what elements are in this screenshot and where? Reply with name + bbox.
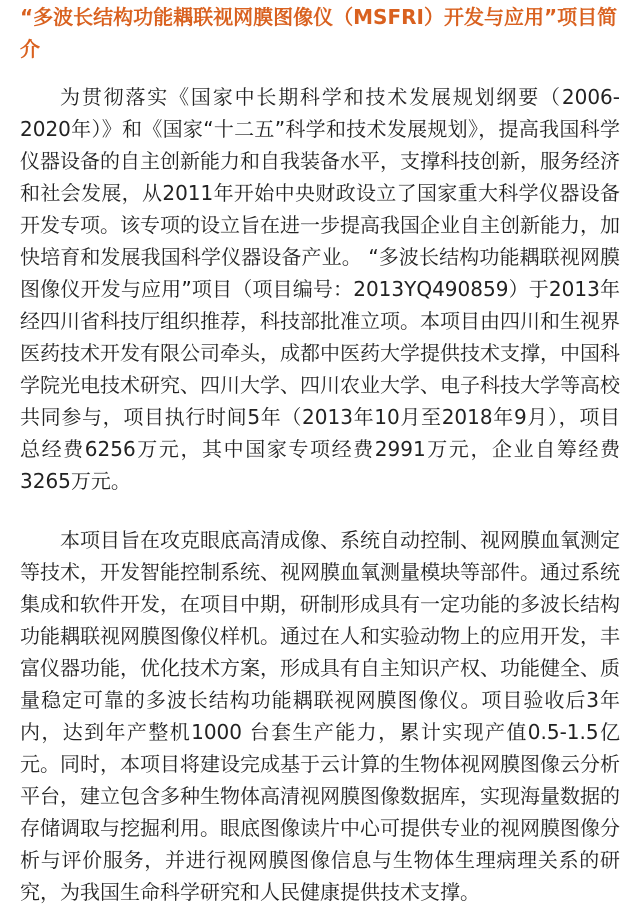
objectives-paragraph: 本项目旨在攻克眼底高清成像、系统自动控制、视网膜血氧测定等技术，开发智能控制系统、视网膜血氧测量模块等部件。通过系统集成和软件开发，在项目中期，研制形成具有一定功能的多波长结构功能耦联视网膜图像仪样机。通过在人和实验动物上的应用开发，丰富仪器功能，优化技术方案，形成具有自主知识产权、功能健全、质量稳定可靠的多波长结构功能耦联视网膜图像仪。项目验收后3年内，达到年产整机1000 台套生产能力，累计实现产值0.5-1.5亿元。同时，本项目将建设完成基于云计算的生物体视网膜图像云分析平台，建立包含多种生物体高清视网膜图像数据库，实现海量数据的存储调取与挖掘利用。眼底图像读片中心可提供专业的视网膜图像分析与评价服务，并进行视网膜图像信息与生物体生理病理关系的研究，为我国生命科学研究和人民健康提供技术支撑。 (20, 528, 620, 904)
article-title: “多波长结构功能耦联视网膜图像仪（MSFRI）开发与应用”项目简介 (20, 5, 618, 61)
intro-paragraph: 为贯彻落实《国家中长期科学和技术发展规划纲要（2006-2020年）》和《国家“十二五”科学和技术发展规划》，提高我国科学仪器设备的自主创新能力和自我装备水平，支撑科技创新，服务经济和社会发展，从2011年开始中央财政设立了国家重大科学仪器设备开发专项。该专项的设立旨在进一步提高我国企业自主创新能力，加快培育和发展我国科学仪器设备产业。 “多波长结构功能耦联视网膜图像仪开发与应用”项目（项目编号：2013YQ490859）于2013年经四川省科技厅组织推荐，科技部批准立项。本项目由四川和生视界医药技术开发有限公司牵头，成都中医药大学提供技术支撑，中国科学院光电技术研究、四川大学、四川农业大学、电子科技大学等高校共同参与，项目执行时间5年（2013年10月至2018年9月），项目总经费6256万元，其中国家专项经费2991万元，企业自筹经费3265万元。 (20, 85, 620, 493)
